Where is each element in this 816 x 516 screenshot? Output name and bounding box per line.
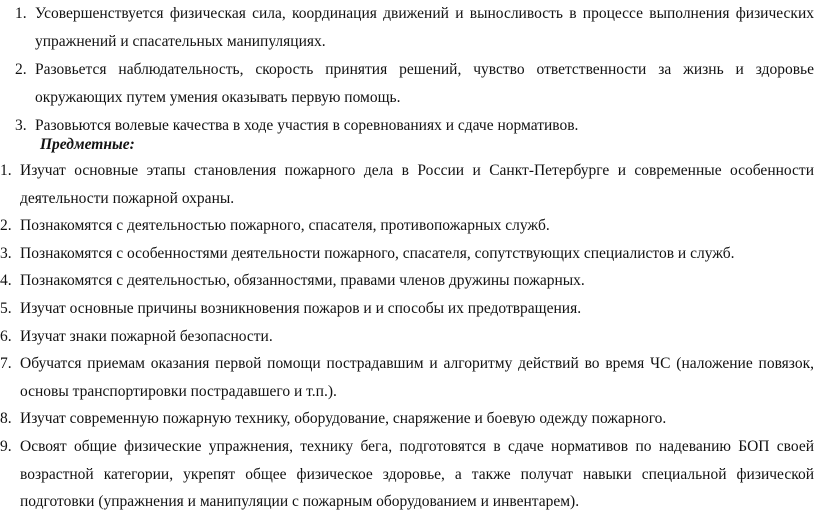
list-item-text: Познакомятся с особенностями деятельности пожарного, спасателя, сопутствующих специалистов и служб. bbox=[20, 244, 735, 262]
list-item bbox=[0, 212, 816, 240]
list-item bbox=[0, 0, 816, 56]
list-item-text: Усовершенствуется физическая сила, координация движений и выносливость в процессе выполнения физических упражнений и спасательных манипуляциях. bbox=[35, 5, 814, 50]
list-item bbox=[0, 350, 816, 405]
list-item-number: 1. bbox=[0, 162, 12, 179]
list-item-number: 8. bbox=[0, 410, 12, 428]
list-item-number: 9. bbox=[0, 437, 12, 455]
list-item-number: 6. bbox=[0, 327, 12, 345]
list-item bbox=[0, 405, 816, 433]
list-item-text: Обучатся приемам оказания первой помощи пострадавшим и алгоритму действий во время ЧС (наложение повязок, основы транспортировки пострадавшего и т.п.). bbox=[20, 355, 814, 400]
list-item-number: 5. bbox=[0, 299, 12, 317]
list-item bbox=[0, 267, 816, 295]
list-item-text: Изучат знаки пожарной безопасности. bbox=[20, 327, 273, 345]
predmet-list bbox=[0, 157, 816, 516]
list-item-number: 2. bbox=[15, 61, 27, 78]
list-item-number: 2. bbox=[0, 217, 12, 235]
list-item-number: 3. bbox=[15, 117, 27, 134]
section-heading: Предметные: bbox=[40, 136, 135, 153]
list-item-text: Освоят общие физические упражнения, технику бега, подготовятся в сдаче нормативов по надеванию БОП своей возрастной категории, укрепят общее физическое здоровье, а также получат навыки специальной физической подготовки (упражнения и манипуляции с пожарным оборудованием и инвентарем). bbox=[20, 437, 814, 511]
list-item-text: Изучат основные причины возникновения пожаров и и способы их предотвращения. bbox=[20, 299, 582, 317]
list-item-text: Познакомятся с деятельностью, обязанностями, правами членов дружины пожарных. bbox=[20, 272, 585, 290]
list-item-text: Изучат современную пожарную технику, оборудование, снаряжение и боевую одежду пожарного. bbox=[20, 410, 667, 428]
list-item bbox=[0, 240, 816, 268]
metapredmet-list bbox=[0, 0, 816, 140]
list-item-text: Разовьется наблюдательность, скорость принятия решений, чувство ответственности за жизнь и здоровье окружающих путем умения оказывать первую помощь. bbox=[35, 61, 814, 106]
list-item-number: 1. bbox=[15, 5, 27, 22]
list-item bbox=[0, 295, 816, 323]
list-item-text: Разовьются волевые качества в ходе участия в соревнованиях и сдаче нормативов. bbox=[35, 117, 579, 134]
list-item-number: 4. bbox=[0, 272, 12, 290]
list-item-text: Познакомятся с деятельностью пожарного, спасателя, противопожарных служб. bbox=[20, 217, 550, 235]
list-item-number: 3. bbox=[0, 244, 12, 262]
list-item-text: Изучат основные этапы становления пожарного дела в России и Санкт-Петербурге и современные особенности деятельности пожарной охраны. bbox=[20, 162, 814, 207]
list-item bbox=[0, 56, 816, 112]
list-item bbox=[0, 157, 816, 212]
list-item-number: 7. bbox=[0, 355, 12, 373]
list-item bbox=[0, 433, 816, 516]
list-item bbox=[0, 323, 816, 351]
